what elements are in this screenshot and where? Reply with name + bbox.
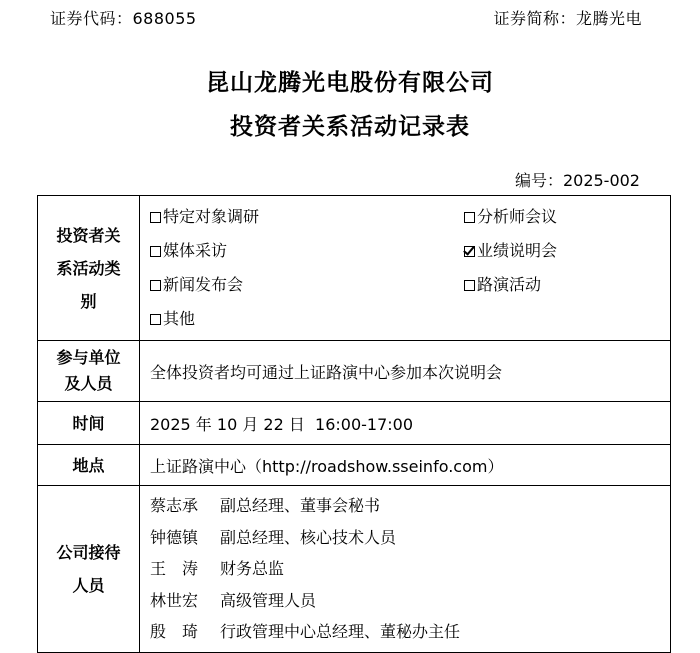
location-label: 地点 <box>38 445 140 486</box>
staff-item <box>150 616 660 648</box>
staff-item <box>150 585 660 617</box>
staff-name: 林世宏 <box>150 590 199 610</box>
staff-name: 王 涛 <box>150 559 199 579</box>
checkbox-icon[interactable] <box>150 246 161 257</box>
time-label: 时间 <box>38 402 140 445</box>
staff-title: 行政管理中心总经理、董秘办主任 <box>220 622 461 642</box>
participants-label: 参与单位及人员 <box>38 341 140 402</box>
staff-title: 高级管理人员 <box>220 590 317 610</box>
option-media-interview[interactable]: 媒体采访 <box>150 234 464 268</box>
checkbox-icon[interactable] <box>150 280 161 291</box>
staff-title: 副总经理、董事会秘书 <box>220 496 381 515</box>
activity-type-options <box>140 196 671 341</box>
location-value: 上证路演中心（http://roadshow.sseinfo.com） <box>140 445 671 486</box>
document-title: 投资者关系活动记录表 <box>230 114 470 140</box>
staff-title: 财务总监 <box>220 559 285 579</box>
reception-row <box>38 486 671 653</box>
time-row <box>38 402 671 445</box>
stock-code: 证券代码：688055 <box>50 9 197 28</box>
stock-abbreviation: 证券简称：龙腾光电 <box>493 9 642 28</box>
staff-name: 殷 琦 <box>150 622 199 642</box>
activity-type-label: 投资者关系活动类别 <box>38 196 140 341</box>
option-roadshow[interactable]: 路演活动 <box>464 268 660 302</box>
record-table <box>37 195 671 653</box>
document-number: 编号：2025-002 <box>514 171 640 190</box>
option-other[interactable]: 其他 <box>150 302 464 336</box>
checkbox-icon[interactable] <box>464 280 475 291</box>
option-analyst-meeting[interactable]: 分析师会议 <box>464 200 660 234</box>
option-press-conference[interactable]: 新闻发布会 <box>150 268 464 302</box>
participants-value: 全体投资者均可通过上证路演中心参加本次说明会 <box>140 341 671 402</box>
reception-label: 公司接待人员 <box>38 486 140 653</box>
option-earnings-briefing[interactable]: 业绩说明会 <box>464 234 660 268</box>
staff-name: 钟德镇 <box>150 527 199 547</box>
participants-row <box>38 341 671 402</box>
option-specific-research[interactable]: 特定对象调研 <box>150 200 464 234</box>
checkbox-icon[interactable] <box>150 314 161 325</box>
staff-item <box>150 490 660 522</box>
time-value: 2025 年 10 月 22 日 16:00-17:00 <box>140 402 671 445</box>
company-title: 昆山龙腾光电股份有限公司 <box>206 70 494 96</box>
activity-type-row <box>38 196 671 341</box>
checkbox-checked-icon[interactable] <box>464 246 475 257</box>
staff-item <box>150 553 660 585</box>
staff-title: 副总经理、核心技术人员 <box>220 527 397 547</box>
checkbox-icon[interactable] <box>150 212 161 223</box>
staff-name: 蔡志承 <box>150 496 199 515</box>
checkbox-icon[interactable] <box>464 212 475 223</box>
reception-staff <box>140 486 671 653</box>
staff-item <box>150 522 660 554</box>
location-row <box>38 445 671 486</box>
